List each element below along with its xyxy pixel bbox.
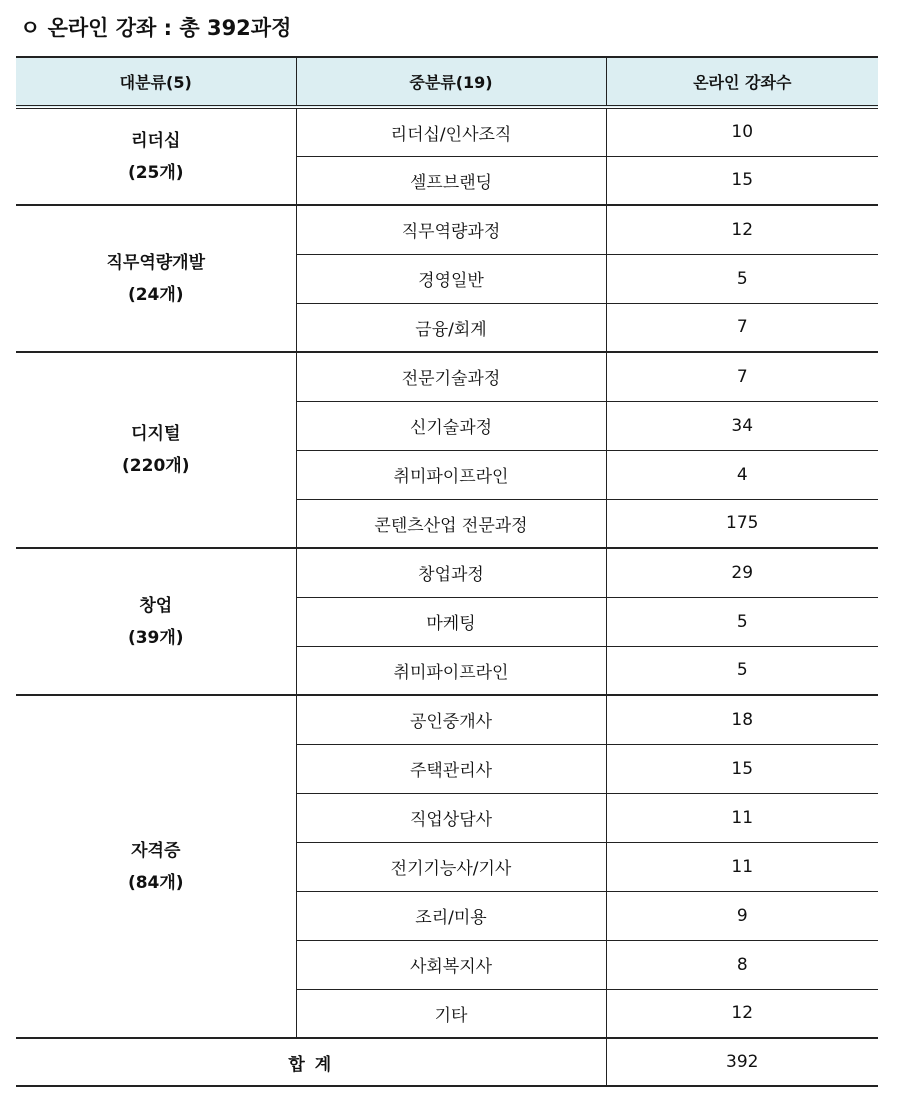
subcategory-cell: 조리/미용: [296, 891, 606, 940]
subcategory-cell: 신기술과정: [296, 401, 606, 450]
subcategory-cell: 주택관리사: [296, 744, 606, 793]
subcategory-cell: 직업상담사: [296, 793, 606, 842]
category-cell: [16, 205, 296, 352]
subcategory-cell: 마케팅: [296, 597, 606, 646]
count-cell: 8: [606, 940, 878, 989]
subcategory-cell: 전문기술과정: [296, 352, 606, 401]
total-value: 392: [606, 1038, 878, 1086]
category-name: 창업: [139, 595, 173, 616]
subcategory-cell: 전기기능사/기사: [296, 842, 606, 891]
header-category: 대분류(5): [16, 57, 296, 107]
category-name: 디지털: [131, 424, 181, 444]
count-cell: 29: [606, 548, 878, 597]
count-cell: 12: [606, 989, 878, 1038]
category-count: (39개): [127, 627, 184, 648]
count-cell: 10: [606, 107, 878, 156]
count-cell: 12: [606, 205, 878, 254]
count-cell: 5: [606, 646, 878, 695]
count-cell: 34: [606, 401, 878, 450]
subcategory-cell: 사회복지사: [296, 940, 606, 989]
count-cell: 15: [606, 156, 878, 205]
subcategory-cell: 셀프브랜딩: [296, 156, 606, 205]
header-subcategory: 중분류(19): [296, 57, 606, 107]
count-cell: 5: [606, 597, 878, 646]
count-cell: 175: [606, 499, 878, 548]
subcategory-cell: 경영일반: [296, 254, 606, 303]
category-name: 자격증: [131, 840, 181, 861]
total-label: 합 계: [16, 1038, 606, 1086]
category-count: (24개): [127, 284, 184, 305]
count-cell: 11: [606, 842, 878, 891]
subcategory-cell: 공인중개사: [296, 695, 606, 744]
category-cell: [16, 352, 296, 548]
category-count: (25개): [127, 162, 184, 183]
count-cell: 18: [606, 695, 878, 744]
subcategory-cell: 리더십/인사조직: [296, 107, 606, 156]
subcategory-cell: 취미파이프라인: [296, 450, 606, 499]
category-name: 리더십: [131, 130, 181, 151]
subcategory-cell: 직무역량과정: [296, 205, 606, 254]
count-cell: 5: [606, 254, 878, 303]
subcategory-cell: 취미파이프라인: [296, 646, 606, 695]
table-row: [16, 695, 878, 744]
count-cell: 15: [606, 744, 878, 793]
subcategory-cell: 금융/회계: [296, 303, 606, 352]
subcategory-cell: 콘텐츠산업 전문과정: [296, 499, 606, 548]
count-cell: 4: [606, 450, 878, 499]
category-count: (220개): [122, 456, 190, 476]
category-cell: [16, 548, 296, 695]
category-cell: [16, 695, 296, 1038]
category-cell: [16, 107, 296, 205]
subcategory-cell: 창업과정: [296, 548, 606, 597]
table-row: [16, 352, 878, 401]
header-course-count: 온라인 강좌수: [606, 57, 878, 107]
table-row: [16, 107, 878, 156]
course-table: [16, 56, 878, 1087]
table-row: [16, 548, 878, 597]
table-row: [16, 205, 878, 254]
count-cell: 7: [606, 303, 878, 352]
category-count: (84개): [127, 872, 184, 893]
count-cell: 9: [606, 891, 878, 940]
total-row: [16, 1038, 878, 1086]
count-cell: 7: [606, 352, 878, 401]
page-title: ㅇ 온라인 강좌 : 총 392과정: [20, 16, 292, 40]
category-name: 직무역량개발: [106, 252, 206, 273]
subcategory-cell: 기타: [296, 989, 606, 1038]
header-row: [16, 57, 878, 107]
count-cell: 11: [606, 793, 878, 842]
